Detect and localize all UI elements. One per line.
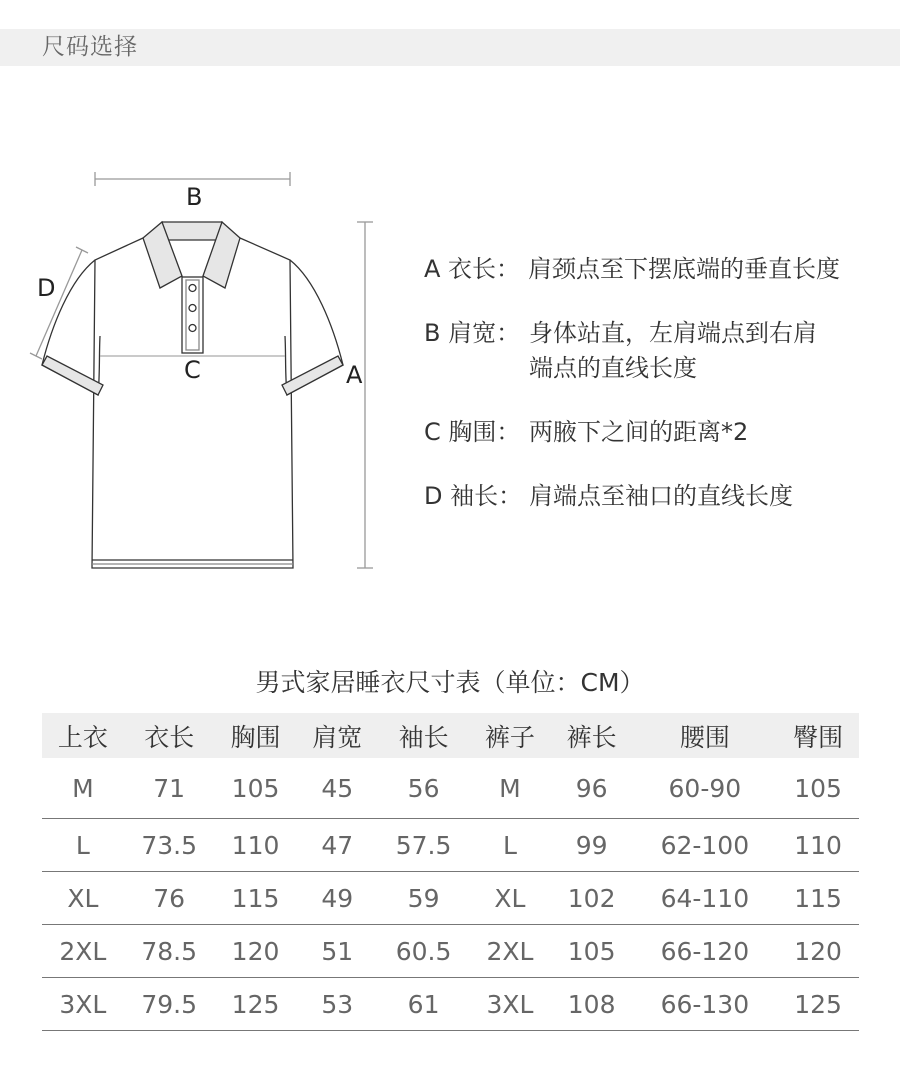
legend-desc: 肩端点至袖口的直线长度 xyxy=(529,482,793,510)
shirt-diagram xyxy=(0,160,400,580)
legend-desc: 肩颈点至下摆底端的垂直长度 xyxy=(528,255,840,283)
table-cell: 110 xyxy=(215,819,297,872)
legend-item-b xyxy=(424,316,894,386)
table-cell: 125 xyxy=(215,978,297,1031)
table-cell: 105 xyxy=(777,758,859,819)
label-d: D xyxy=(37,274,56,302)
table-cell: 53 xyxy=(296,978,378,1031)
table-cell: 125 xyxy=(777,978,859,1031)
column-header: 臀围 xyxy=(777,713,859,758)
table-row xyxy=(42,758,859,819)
header-bar xyxy=(0,29,900,66)
table-cell: 96 xyxy=(551,758,633,819)
table-row xyxy=(42,978,859,1031)
table-row xyxy=(42,872,859,925)
table-cell: 61 xyxy=(378,978,469,1031)
table-row xyxy=(42,819,859,872)
size-table xyxy=(42,713,859,1031)
table-cell: 62-100 xyxy=(633,819,778,872)
polo-shirt-illustration xyxy=(0,160,400,580)
legend-label: D 袖长： xyxy=(424,482,523,510)
table-cell: 59 xyxy=(378,872,469,925)
table-cell: 79.5 xyxy=(124,978,215,1031)
table-cell: 47 xyxy=(296,819,378,872)
table-cell: XL xyxy=(42,872,124,925)
table-cell: 57.5 xyxy=(378,819,469,872)
table-cell: XL xyxy=(469,872,551,925)
table-row xyxy=(42,925,859,978)
table-cell: 2XL xyxy=(42,925,124,978)
legend-item-d xyxy=(424,479,894,514)
column-header: 上衣 xyxy=(42,713,124,758)
table-cell: M xyxy=(469,758,551,819)
table-cell: 105 xyxy=(215,758,297,819)
column-header: 袖长 xyxy=(378,713,469,758)
table-cell: M xyxy=(42,758,124,819)
legend-desc: 身体站直，左肩端点到右肩端点的直线长度 xyxy=(529,319,817,382)
table-cell: 76 xyxy=(124,872,215,925)
table-cell: 56 xyxy=(378,758,469,819)
measurement-legend xyxy=(424,252,894,543)
column-header: 胸围 xyxy=(215,713,297,758)
legend-label: B 肩宽： xyxy=(424,319,521,347)
table-cell: 120 xyxy=(215,925,297,978)
table-cell: L xyxy=(469,819,551,872)
legend-label: A 衣长： xyxy=(424,255,521,283)
table-cell: 49 xyxy=(296,872,378,925)
table-cell: 66-120 xyxy=(633,925,778,978)
table-cell: 110 xyxy=(777,819,859,872)
table-cell: 102 xyxy=(551,872,633,925)
table-cell: 3XL xyxy=(42,978,124,1031)
legend-desc: 两腋下之间的距离*2 xyxy=(529,418,749,446)
table-cell: L xyxy=(42,819,124,872)
table-header-row xyxy=(42,713,859,758)
label-a: A xyxy=(346,361,363,389)
table-cell: 64-110 xyxy=(633,872,778,925)
column-header: 裤子 xyxy=(469,713,551,758)
column-header: 腰围 xyxy=(633,713,778,758)
legend-item-c xyxy=(424,415,894,450)
table-cell: 45 xyxy=(296,758,378,819)
legend-item-a xyxy=(424,252,894,287)
table-cell: 73.5 xyxy=(124,819,215,872)
column-header: 肩宽 xyxy=(296,713,378,758)
page-title: 尺码选择 xyxy=(42,34,138,60)
label-c: C xyxy=(184,356,201,384)
column-header: 裤长 xyxy=(551,713,633,758)
table-cell: 108 xyxy=(551,978,633,1031)
table-cell: 51 xyxy=(296,925,378,978)
table-cell: 2XL xyxy=(469,925,551,978)
table-title: 男式家居睡衣尺寸表（单位：CM） xyxy=(255,668,645,697)
table-cell: 66-130 xyxy=(633,978,778,1031)
table-cell: 115 xyxy=(777,872,859,925)
table-cell: 3XL xyxy=(469,978,551,1031)
table-cell: 120 xyxy=(777,925,859,978)
table-cell: 105 xyxy=(551,925,633,978)
table-cell: 99 xyxy=(551,819,633,872)
table-cell: 60-90 xyxy=(633,758,778,819)
table-cell: 78.5 xyxy=(124,925,215,978)
table-cell: 60.5 xyxy=(378,925,469,978)
column-header: 衣长 xyxy=(124,713,215,758)
label-b: B xyxy=(186,183,203,211)
table-cell: 71 xyxy=(124,758,215,819)
legend-label: C 胸围： xyxy=(424,418,521,446)
table-cell: 115 xyxy=(215,872,297,925)
